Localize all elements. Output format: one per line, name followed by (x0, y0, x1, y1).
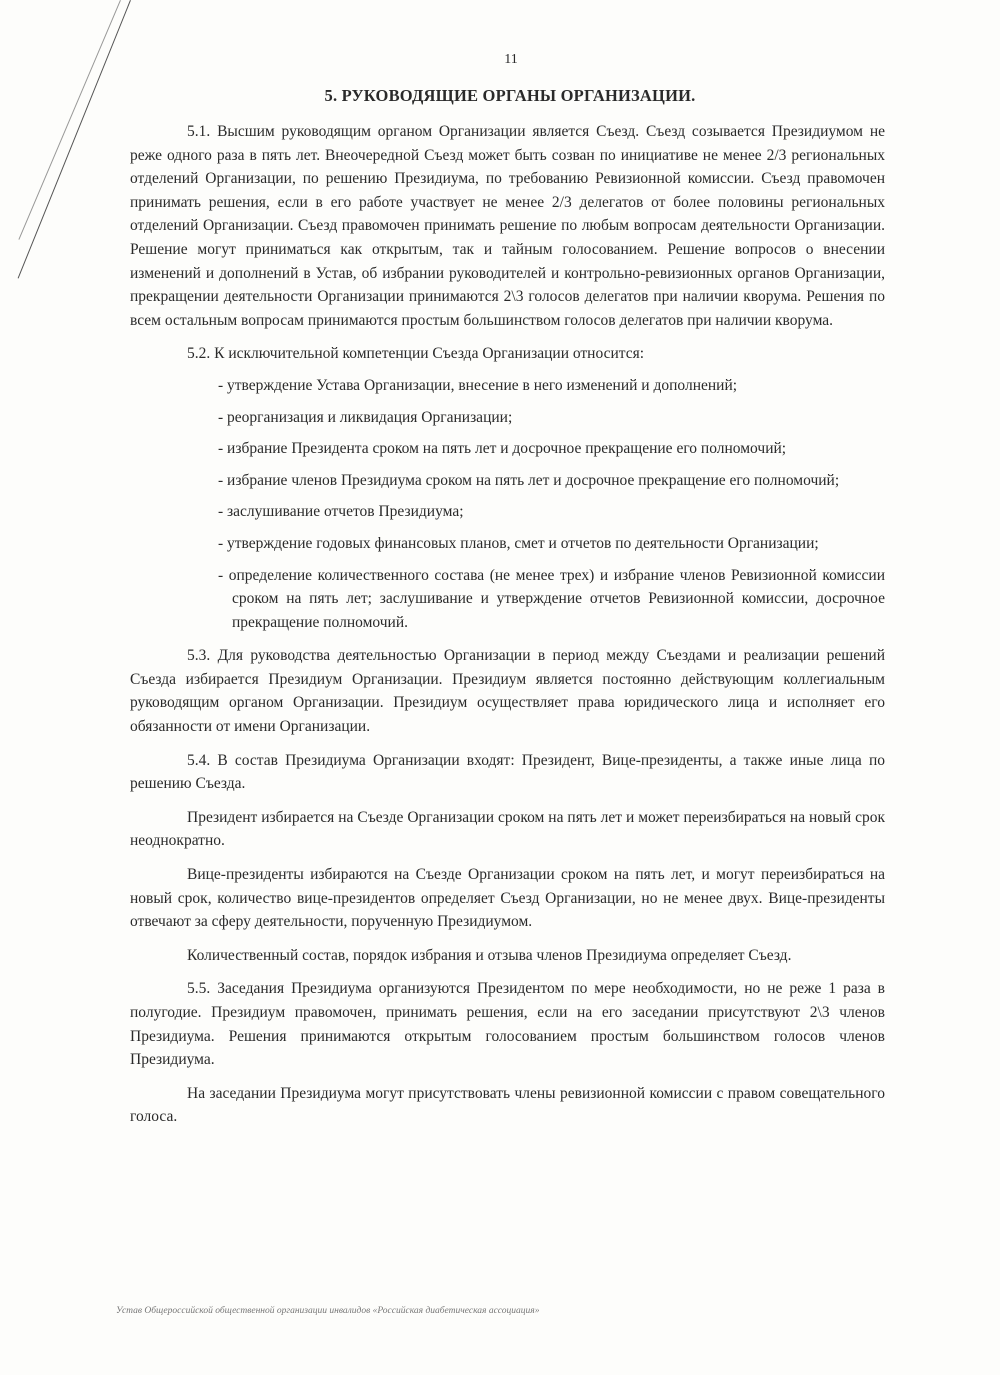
list-item: - определение количественного состава (не менее трех) и избрание членов Ревизионной комиссии сроком на пять лет; заслушивание и утверждение отчетов Ревизионной комиссии, досрочное прекращение полномочий. (218, 566, 885, 631)
list-item: - избрание членов Президиума сроком на пять лет и досрочное прекращение его полномочий; (218, 471, 840, 489)
footer-note: Устав Общероссийской общественной организации инвалидов «Российская диабетическая ассоциация» (116, 1306, 540, 1316)
list-item: - утверждение Устава Организации, внесение в него изменений и дополнений; (218, 376, 738, 394)
paragraph-president: Президент избирается на Съезде Организации сроком на пять лет и может переизбираться на новый срок неоднократно. (130, 808, 885, 850)
section-heading: 5. РУКОВОДЯЩИЕ ОРГАНЫ ОРГАНИЗАЦИИ. (324, 86, 696, 105)
scan-artifact-line (18, 0, 132, 279)
paragraph-5-3: 5.3. Для руководства деятельностью Организации в период между Съездами и реализации решений Съезда избирается Президиум Организации. Президиум является постоянно действующим коллегиальным руководящим органом Организации. Президиум осуществляет права юридического лица и исполняет его обязанности от имени Организации. (130, 647, 885, 736)
document-body (130, 120, 885, 1129)
paragraph-vice-presidents: Вице-президенты избираются на Съезде Организации сроком на пять лет, и могут переизбираться на новый срок, количество вице-президентов определяет Съезд Организации, но не менее двух. Вице-президенты отвечают за сферу деятельности, порученную Президиумом. (130, 866, 885, 931)
list-item: - утверждение годовых финансовых планов, смет и отчетов по деятельности Организации; (218, 534, 819, 552)
paragraph-5-4: 5.4. В состав Президиума Организации входят: Президент, Вице-президенты, а также иные лица по решению Съезда. (130, 751, 885, 793)
list-item: - реорганизация и ликвидация Организации; (218, 408, 513, 426)
paragraph-presidium-composition: Количественный состав, порядок избрания и отзыва членов Президиума определяет Съезд. (187, 946, 792, 964)
paragraph-5-5: 5.5. Заседания Президиума организуются Президентом по мере необходимости, но не реже 1 раза в полугодие. Президиум правомочен, принимать решения, если на его заседании присутствуют 2\3 членов Президиума. Решения принимаются открытым голосованием простым большинством голосов членов Президиума. (130, 980, 885, 1069)
paragraph-audit-commission: На заседании Президиума могут присутствовать члены ревизионной комиссии с правом совещательного голоса. (130, 1084, 885, 1126)
list-item: - заслушивание отчетов Президиума; (218, 503, 464, 521)
competence-list (130, 374, 885, 634)
paragraph-5-2: 5.2. К исключительной компетенции Съезда Организации относится: (187, 345, 645, 363)
scan-artifact-line (18, 0, 121, 240)
paragraph-5-1: 5.1. Высшим руководящим органом Организации является Съезд. Съезд созывается Президиумом не реже одного раза в пять лет. Внеочередной Съезд может быть созван по инициативе не менее 2/3 региональных отделений Организации, по решению Президиума, по требованию Ревизионной комиссии. Съезд правомочен принимать решения, если в его работе участвует не менее 2/3 делегатов от более половины региональных отделений Организации. Съезд правомочен принимать решение по любым вопросам деятельности Организации. Решение могут приниматься как открытым, так и тайным голосованием. Решение вопросов о внесении изменений и дополнений в Устав, об избрании руководителей и контрольно-ревизионных органов Организации, прекращении деятельности Организации принимаются 2\3 голосов делегатов при наличии кворума. Решения по всем остальным вопросам принимаются простым большинством голосов делегатов при наличии кворума. (130, 123, 885, 329)
list-item: - избрание Президента сроком на пять лет и досрочное прекращение его полномочий; (218, 440, 787, 458)
page-number: 11 (504, 52, 518, 67)
